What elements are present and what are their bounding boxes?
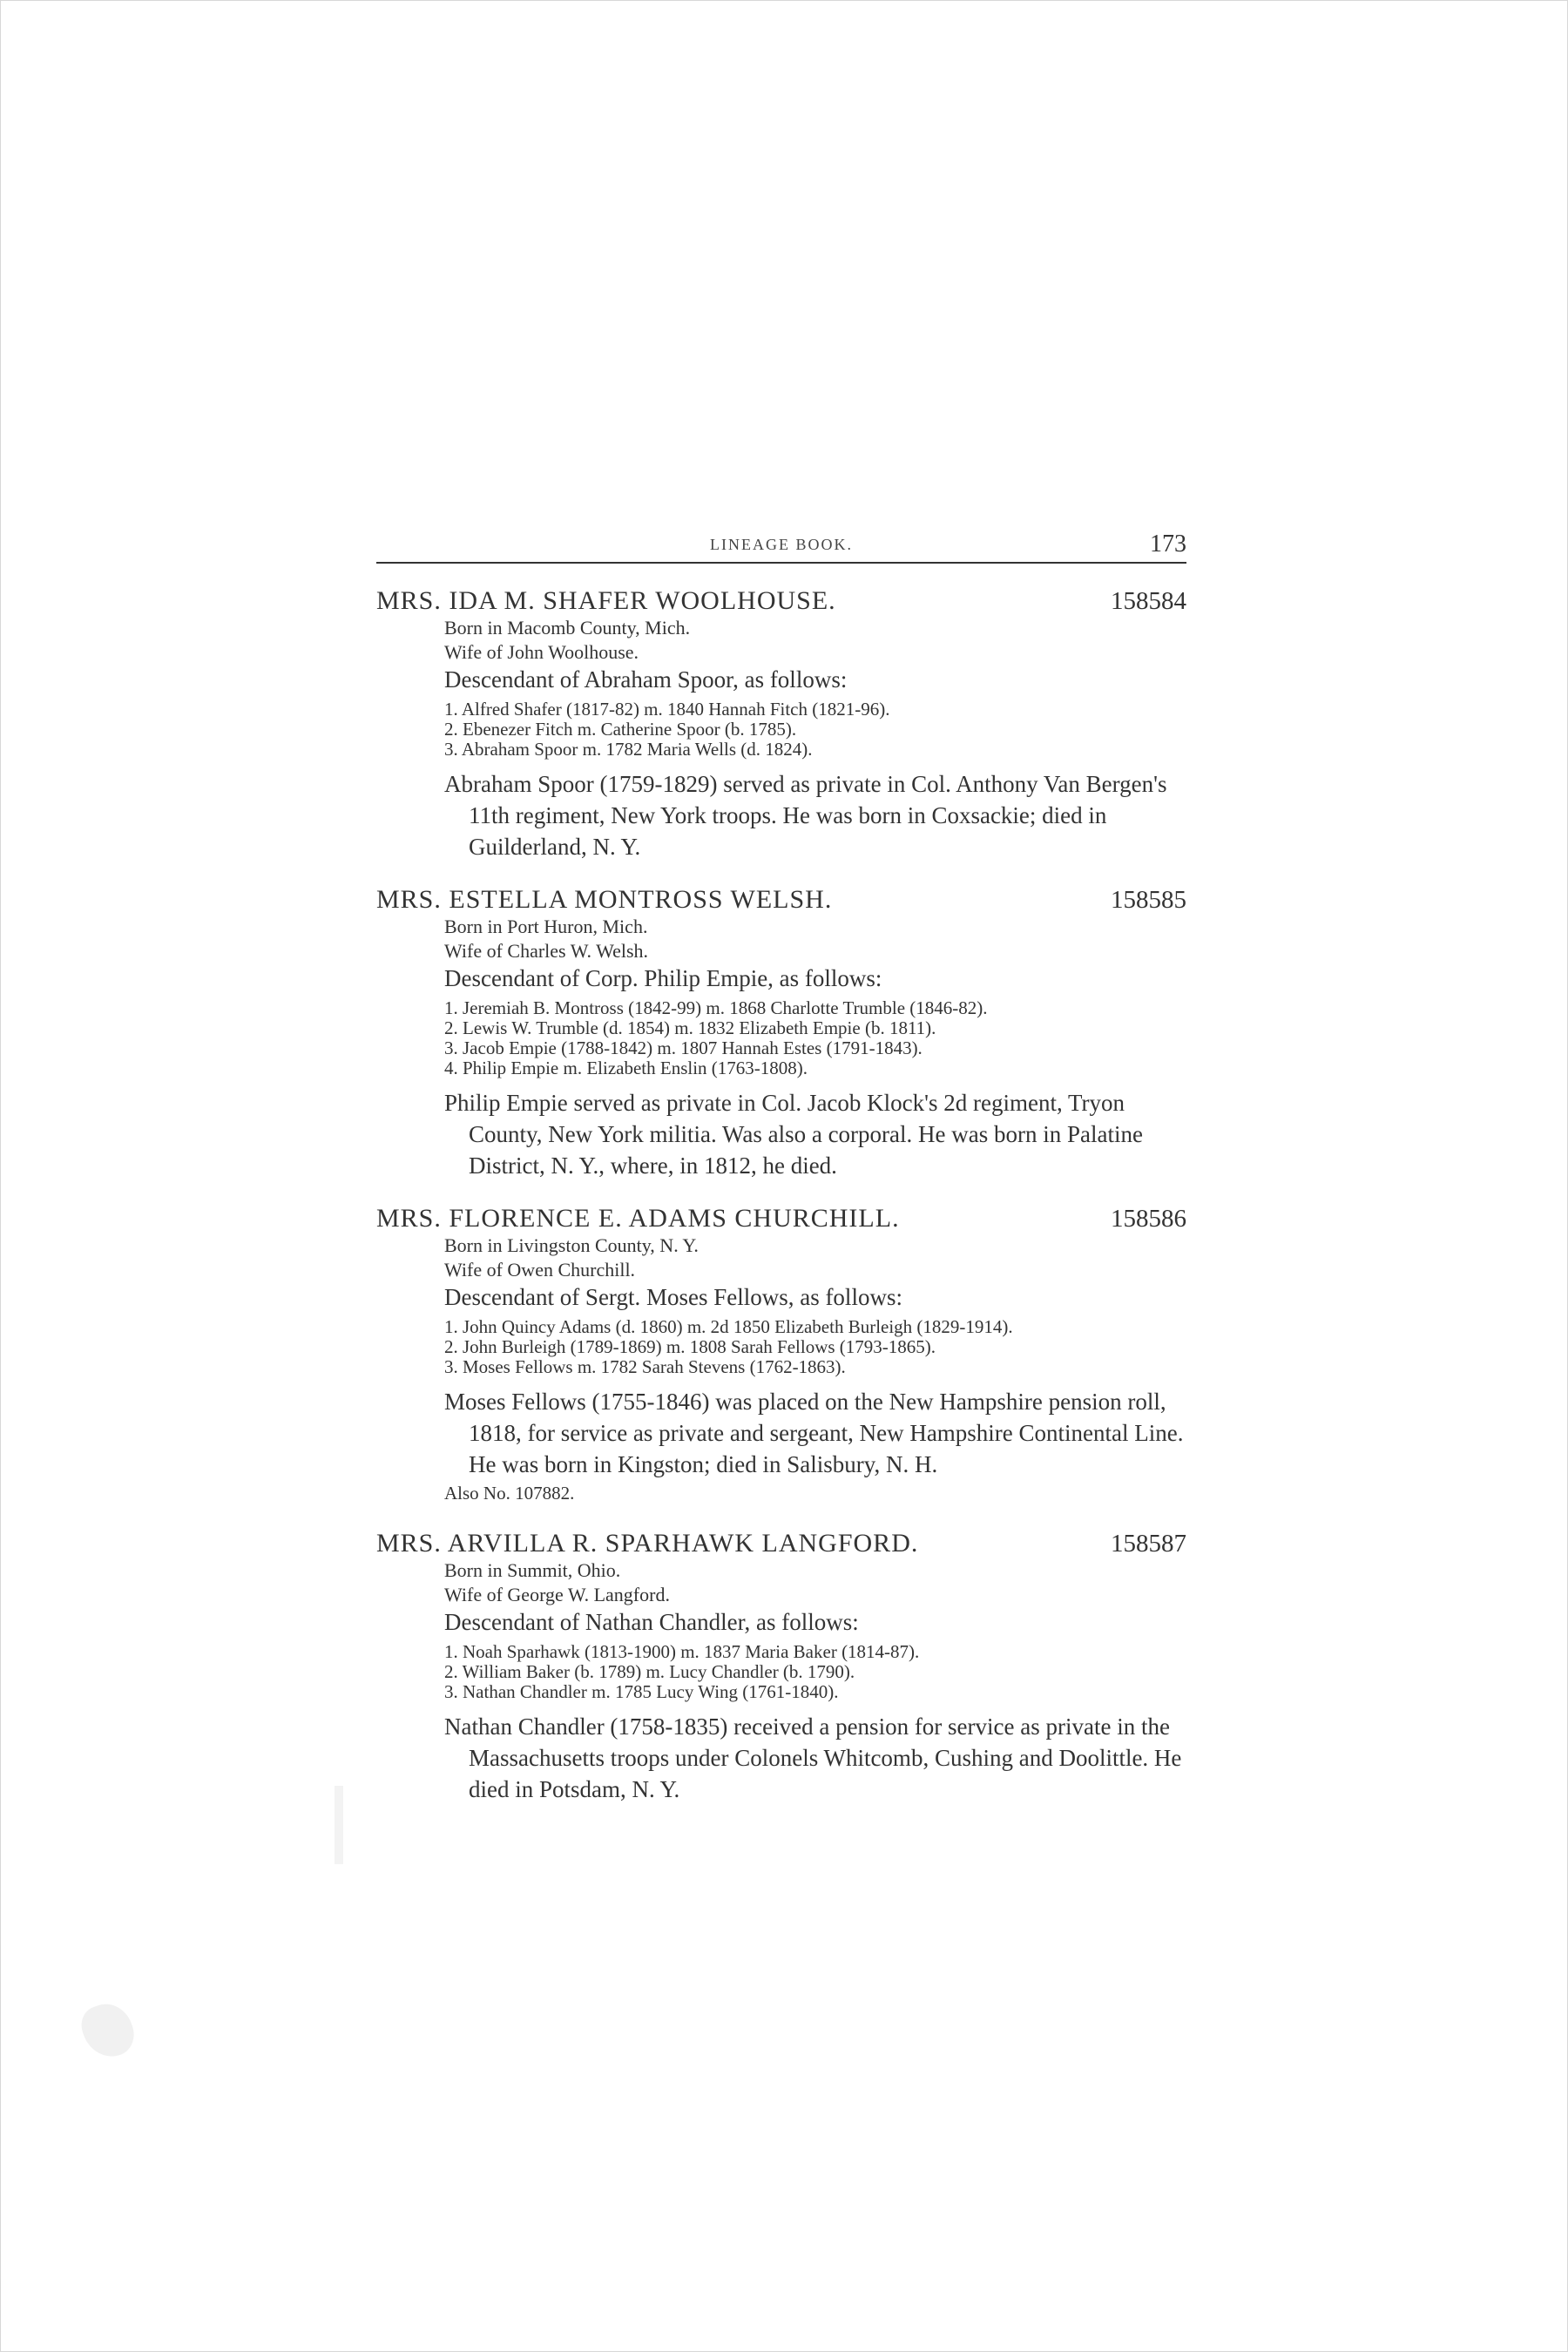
lineage-item: 1. John Quincy Adams (d. 1860) m. 2d 1850 Elizabeth Burleigh (1829-1914). bbox=[444, 1316, 1013, 1337]
lineage-list bbox=[444, 1642, 1186, 1702]
lineage-item: 3. Abraham Spoor m. 1782 Maria Wells (d. 1824). bbox=[444, 739, 813, 760]
service-record: Philip Empie served as private in Col. Jacob Klock's 2d regiment, Tryon County, New York militia. Was also a corporal. He was born in Palatine District, N. Y., where, in 1812, he died. bbox=[444, 1090, 1143, 1179]
national-number: 158584 bbox=[1111, 587, 1186, 615]
descent-line: Descendant of Nathan Chandler, as follows: bbox=[444, 1609, 859, 1635]
lineage-item: 3. Nathan Chandler m. 1785 Lucy Wing (1761-1840). bbox=[444, 1681, 839, 1702]
lineage-item: 2. William Baker (b. 1789) m. Lucy Chandler (b. 1790). bbox=[444, 1661, 855, 1682]
lineage-item: 1. Jeremiah B. Montross (1842-99) m. 1868 Charlotte Trumble (1846-82). bbox=[444, 997, 988, 1018]
lineage-item: 2. Ebenezer Fitch m. Catherine Spoor (b. 1785). bbox=[444, 719, 797, 740]
member-info bbox=[444, 616, 1186, 694]
lineage-item: 3. Moses Fellows m. 1782 Sarah Stevens (1762-1863). bbox=[444, 1356, 846, 1377]
member-info bbox=[444, 1233, 1186, 1312]
member-name: MRS. IDA M. SHAFER WOOLHOUSE. bbox=[376, 586, 836, 615]
birthplace: Born in Macomb County, Mich. bbox=[444, 617, 691, 639]
page-content bbox=[376, 527, 1186, 1805]
running-head bbox=[376, 527, 1186, 564]
lineage-entry bbox=[376, 586, 1186, 862]
descent-line: Descendant of Abraham Spoor, as follows: bbox=[444, 666, 848, 693]
national-number: 158587 bbox=[1111, 1530, 1186, 1558]
birthplace: Born in Livingston County, N. Y. bbox=[444, 1234, 699, 1256]
page-number: 173 bbox=[1150, 531, 1186, 558]
service-record: Abraham Spoor (1759-1829) served as private in Col. Anthony Van Bergen's 11th regiment, New York troops. He was born in Coxsackie; died in Guilderland, N. Y. bbox=[444, 771, 1167, 860]
spouse: Wife of Owen Churchill. bbox=[444, 1259, 636, 1281]
descent-line: Descendant of Sergt. Moses Fellows, as follows: bbox=[444, 1284, 902, 1310]
service-record: Moses Fellows (1755-1846) was placed on the New Hampshire pension roll, 1818, for service as private and sergeant, New Hampshire Continental Line. He was born in Kingston; died in Salisbury, N. H. bbox=[444, 1389, 1184, 1477]
lineage-entry bbox=[376, 1204, 1186, 1506]
service-record: Nathan Chandler (1758-1835) received a pension for service as private in the Massachusetts troops under Colonels Whitcomb, Cushing and Doolittle. He died in Potsdam, N. Y. bbox=[444, 1713, 1182, 1802]
member-info bbox=[444, 1558, 1186, 1637]
national-number: 158586 bbox=[1111, 1205, 1186, 1233]
running-title: LINEAGE BOOK. bbox=[710, 536, 853, 553]
spouse: Wife of George W. Langford. bbox=[444, 1584, 670, 1605]
member-name: MRS. FLORENCE E. ADAMS CHURCHILL. bbox=[376, 1204, 900, 1233]
member-name: MRS. ARVILLA R. SPARHAWK LANGFORD. bbox=[376, 1529, 919, 1558]
entry-heading bbox=[376, 1204, 1186, 1233]
entry-heading bbox=[376, 586, 1186, 616]
cross-reference: Also No. 107882. bbox=[444, 1483, 575, 1504]
birthplace: Born in Port Huron, Mich. bbox=[444, 916, 648, 937]
spouse: Wife of Charles W. Welsh. bbox=[444, 940, 649, 962]
lineage-entry bbox=[376, 885, 1186, 1181]
member-name: MRS. ESTELLA MONTROSS WELSH. bbox=[376, 885, 833, 914]
birthplace: Born in Summit, Ohio. bbox=[444, 1559, 621, 1581]
descent-line: Descendant of Corp. Philip Empie, as follows: bbox=[444, 965, 882, 991]
lineage-item: 1. Alfred Shafer (1817-82) m. 1840 Hannah Fitch (1821-96). bbox=[444, 699, 890, 720]
spouse: Wife of John Woolhouse. bbox=[444, 641, 639, 663]
lineage-list bbox=[444, 700, 1186, 760]
entry-heading bbox=[376, 885, 1186, 915]
lineage-entry bbox=[376, 1529, 1186, 1805]
national-number: 158585 bbox=[1111, 886, 1186, 914]
member-info bbox=[444, 915, 1186, 993]
lineage-item: 2. Lewis W. Trumble (d. 1854) m. 1832 Elizabeth Empie (b. 1811). bbox=[444, 1017, 936, 1038]
lineage-item: 3. Jacob Empie (1788-1842) m. 1807 Hannah Estes (1791-1843). bbox=[444, 1037, 923, 1058]
lineage-item: 2. John Burleigh (1789-1869) m. 1808 Sarah Fellows (1793-1865). bbox=[444, 1336, 936, 1357]
lineage-item: 1. Noah Sparhawk (1813-1900) m. 1837 Maria Baker (1814-87). bbox=[444, 1641, 920, 1662]
entry-heading bbox=[376, 1529, 1186, 1558]
lineage-item: 4. Philip Empie m. Elizabeth Enslin (1763-1808). bbox=[444, 1058, 808, 1078]
scan-shadow bbox=[335, 1786, 343, 1864]
lineage-list bbox=[444, 1317, 1186, 1377]
lineage-list bbox=[444, 998, 1186, 1078]
